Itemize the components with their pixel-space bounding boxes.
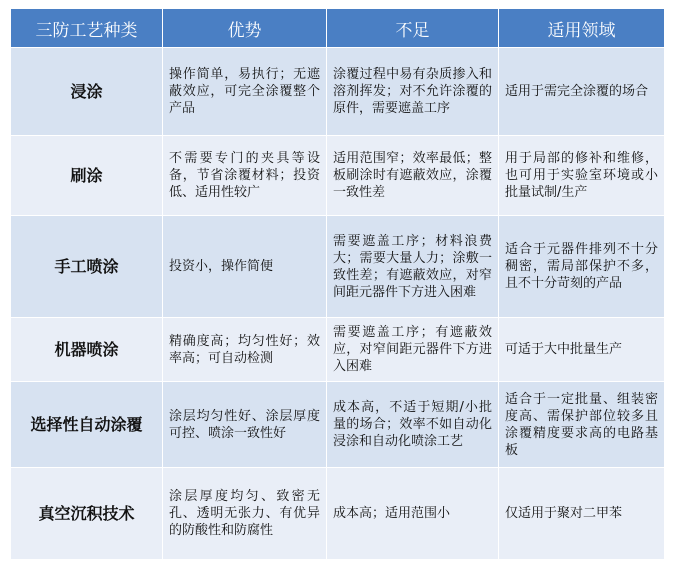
header-process-type: 三防工艺种类: [11, 9, 163, 48]
disadvantage-cell: 成本高，不适于短期/小批量的场合；效率不如自动化浸涂和自动化喷涂工艺: [327, 382, 499, 468]
coating-process-comparison-table: [10, 8, 665, 560]
disadvantage-cell: 成本高；适用范围小: [327, 468, 499, 560]
process-type-cell: 刷涂: [11, 136, 163, 216]
application-cell: 适合于元器件排列不十分稠密，需局部保护不多，且不十分苛刻的产品: [499, 216, 665, 318]
disadvantage-cell: 需要遮盖工序；有遮蔽效应，对窄间距元器件下方进入困难: [327, 318, 499, 382]
header-advantage: 优势: [163, 9, 327, 48]
process-type-cell: 手工喷涂: [11, 216, 163, 318]
disadvantage-cell: 涂覆过程中易有杂质掺入和溶剂挥发；对不允许涂覆的原件，需要遮盖工序: [327, 48, 499, 136]
application-cell: 适用于需完全涂覆的场合: [499, 48, 665, 136]
table-header-row: [11, 9, 665, 48]
application-cell: 可适于大中批量生产: [499, 318, 665, 382]
process-type-cell: 浸涂: [11, 48, 163, 136]
advantage-cell: 投资小，操作简便: [163, 216, 327, 318]
table-row: [11, 216, 665, 318]
process-type-cell: 选择性自动涂覆: [11, 382, 163, 468]
advantage-cell: 精确度高；均匀性好；效率高；可自动检测: [163, 318, 327, 382]
advantage-cell: 操作简单，易执行；无遮蔽效应，可完全涂覆整个产品: [163, 48, 327, 136]
disadvantage-cell: 适用范围窄；效率最低；整板刷涂时有遮蔽效应，涂覆一致性差: [327, 136, 499, 216]
process-type-cell: 真空沉积技术: [11, 468, 163, 560]
comparison-table-container: [10, 8, 664, 560]
header-disadvantage: 不足: [327, 9, 499, 48]
table-row: [11, 468, 665, 560]
advantage-cell: 涂层均匀性好、涂层厚度可控、喷涂一致性好: [163, 382, 327, 468]
application-cell: 用于局部的修补和维修，也可用于实验室环境或小批量试制/生产: [499, 136, 665, 216]
process-type-cell: 机器喷涂: [11, 318, 163, 382]
advantage-cell: 不需要专门的夹具等设备，节省涂覆材料；投资低、适用性较广: [163, 136, 327, 216]
application-cell: 适合于一定批量、组装密度高、需保护部位较多且涂覆精度要求高的电路基板: [499, 382, 665, 468]
header-application: 适用领域: [499, 9, 665, 48]
application-cell: 仅适用于聚对二甲苯: [499, 468, 665, 560]
advantage-cell: 涂层厚度均匀、致密无孔、透明无张力、有优异的防酸性和防腐性: [163, 468, 327, 560]
table-row: [11, 318, 665, 382]
table-row: [11, 48, 665, 136]
disadvantage-cell: 需要遮盖工序；材料浪费大；需要大量人力；涂敷一致性差；有遮蔽效应，对窄间距元器件下方进入困难: [327, 216, 499, 318]
table-row: [11, 382, 665, 468]
table-row: [11, 136, 665, 216]
